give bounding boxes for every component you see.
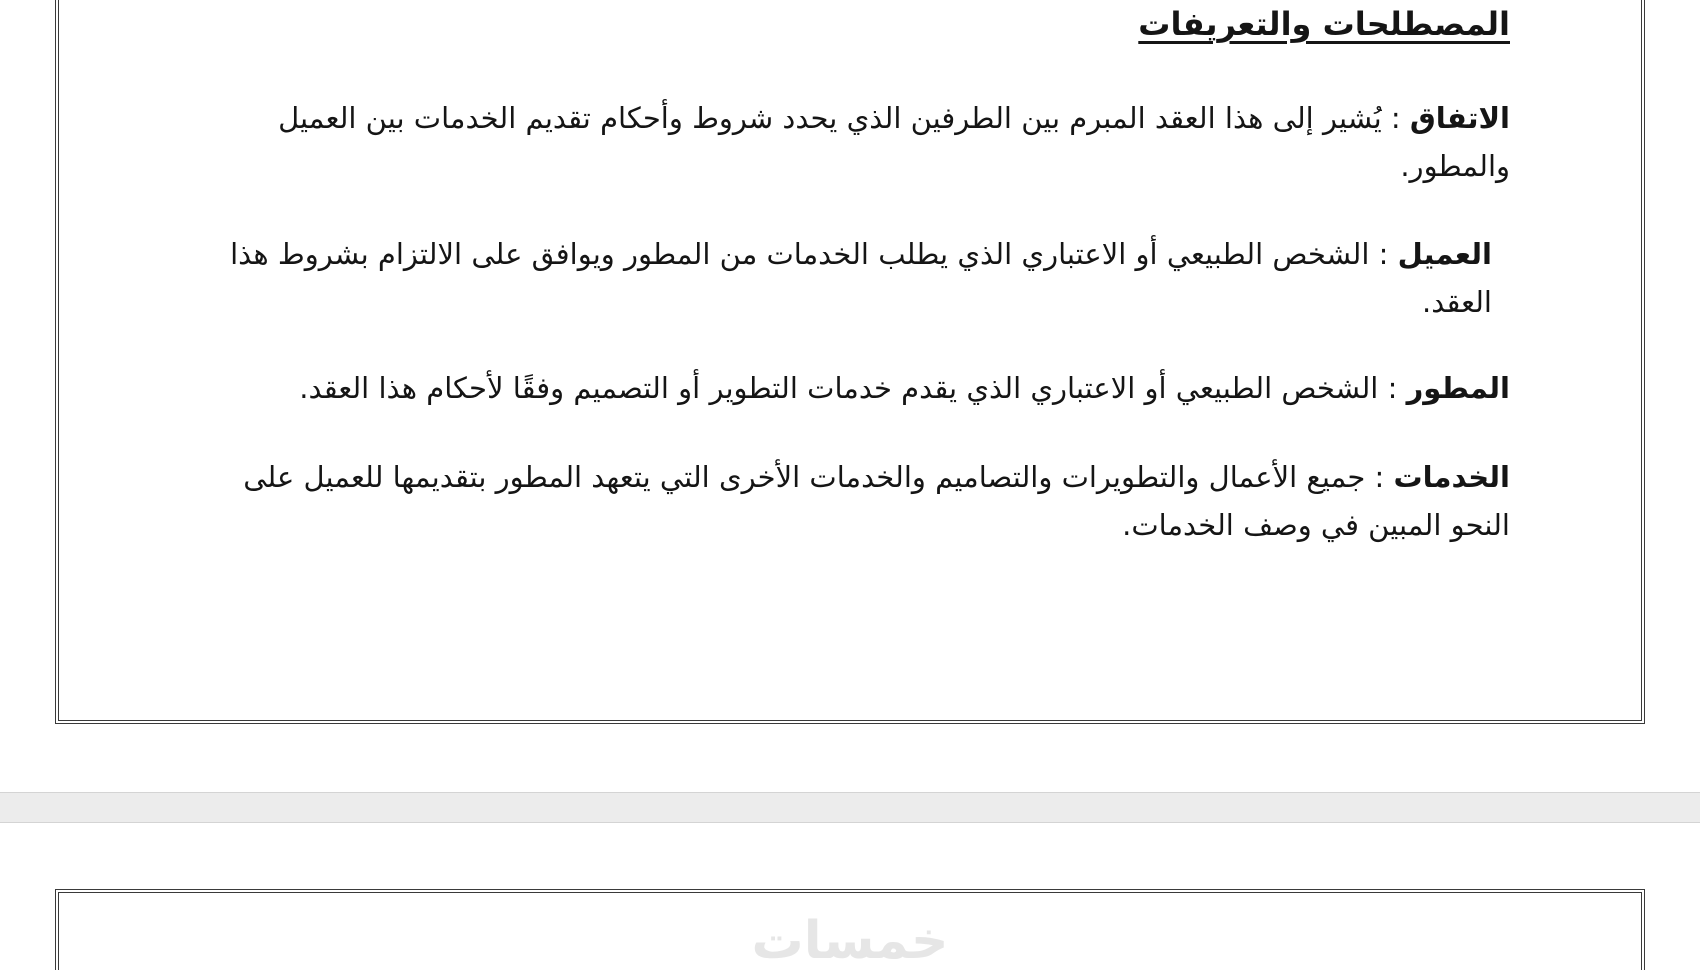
term-separator: : bbox=[1378, 371, 1407, 405]
definition-agreement bbox=[185, 94, 1510, 190]
watermark-logo: خمسات bbox=[751, 911, 949, 970]
document-page-next bbox=[0, 823, 1700, 970]
section-heading: المصطلحات والتعريفات bbox=[1138, 5, 1510, 43]
term-name: العميل bbox=[1397, 237, 1492, 271]
term-definition: يُشير إلى هذا العقد المبرم بين الطرفين الذي يحدد شروط وأحكام تقديم الخدمات بين العميل والمطور. bbox=[278, 101, 1510, 183]
term-name: الاتفاق bbox=[1409, 101, 1510, 135]
term-name: الخدمات bbox=[1393, 460, 1510, 494]
term-separator: : bbox=[1365, 460, 1394, 494]
definition-developer bbox=[185, 364, 1510, 412]
term-definition: جميع الأعمال والتطويرات والتصاميم والخدمات الأخرى التي يتعهد المطور بتقديمها للعميل على النحو المبين في وصف الخدمات. bbox=[243, 460, 1510, 542]
definition-services bbox=[185, 453, 1510, 549]
term-separator: : bbox=[1381, 101, 1410, 135]
term-separator: : bbox=[1369, 237, 1398, 271]
term-definition: الشخص الطبيعي أو الاعتباري الذي يطلب الخدمات من المطور ويوافق على الالتزام بشروط هذا العقد. bbox=[230, 237, 1492, 319]
definition-client bbox=[185, 230, 1492, 326]
term-name: المطور bbox=[1406, 371, 1510, 405]
page-separator bbox=[0, 792, 1700, 823]
term-definition: الشخص الطبيعي أو الاعتباري الذي يقدم خدمات التطوير أو التصميم وفقًا لأحكام هذا العقد. bbox=[299, 371, 1379, 405]
